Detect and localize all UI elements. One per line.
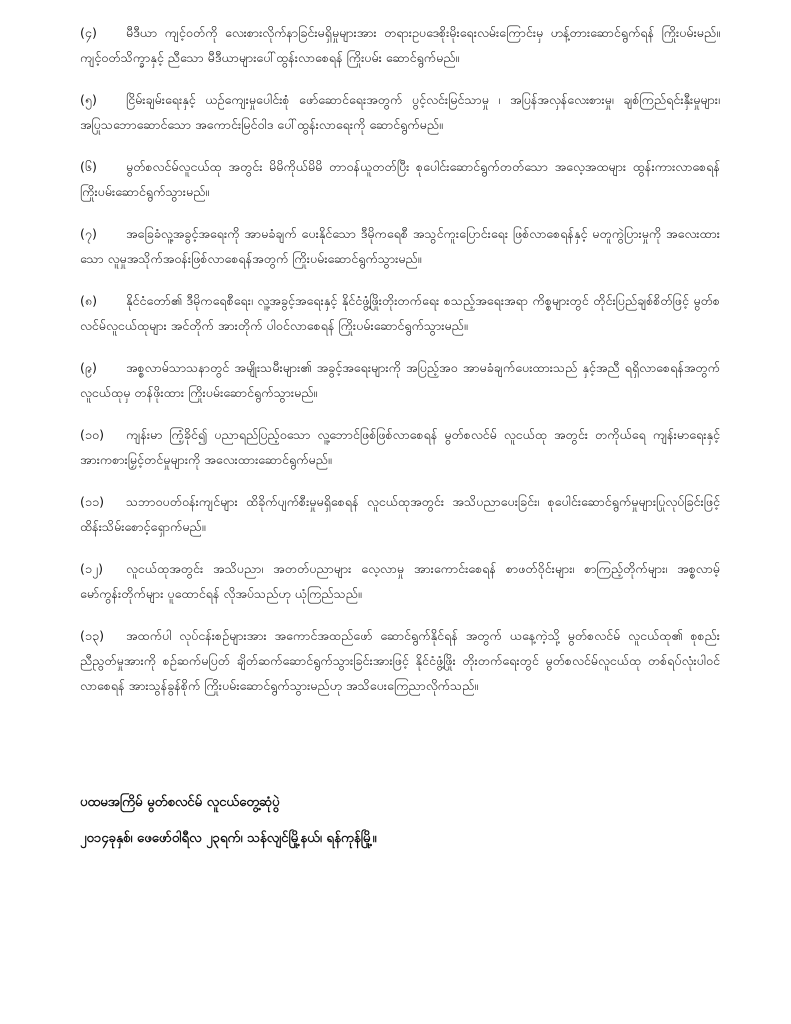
paragraph-text: သဘာဝပတ်ဝန်းကျင်များ ထိခိုက်ပျက်စီးမှုမရှိစေရန် လူငယ်ထုအတွင်း အသိပညာပေးခြင်း၊ စုပေါင်းဆောင်ရွက်မှုများပြုလုပ်ခြင်းဖြင့် ထိန်းသိမ်းစောင့်ရှောက်မည်။ <box>80 494 720 534</box>
paragraph-number: (၆) <box>80 159 97 174</box>
paragraph-12 <box>80 556 720 606</box>
paragraph-9 <box>80 355 720 405</box>
paragraph-number: (၄) <box>80 25 97 40</box>
paragraph-5 <box>80 87 720 137</box>
event-title-text: ပထမအကြိမ် မွတ်စလင်မ် လူငယ်တွေ့ဆုံပွဲ <box>80 795 280 810</box>
event-date-location <box>80 826 720 852</box>
paragraph-text: အခြေခံလူ့အခွင့်အရေးကို အာမခံချက် ပေးနိုင်သော ဒီမိုကရေစီ အသွင်ကူးပြောင်းရေး ဖြစ်လာစေရန်နှင့် မတူကွဲပြားမှုကို အလေးထားသော လူမှုအသိုက်အဝန်းဖြစ်လာစေရန်အတွက် ကြိုးပမ်းဆောင်ရွက်သွားမည်။ <box>80 226 720 266</box>
paragraph-number: (၉) <box>80 360 97 375</box>
paragraph-number: (၁၀) <box>80 427 104 442</box>
paragraph-text: မီဒီယာ ကျင့်ဝတ်ကို လေးစားလိုက်နာခြင်းမရှိမှုများအား တရားဥပဒေစိုးမိုးရေးလမ်းကြောင်းမှ ဟန့်တားဆောင်ရွက်ရန် ကြိုးပမ်းမည်။ ကျင့်ဝတ်သိက္ခာနှင့် ညီသော မီဒီယာများပေါ်ထွန်းလာစေရန် ကြိုးပမ်း ဆောင်ရွက်မည်။ <box>80 25 720 65</box>
paragraph-number: (၅) <box>80 92 97 107</box>
declaration-body <box>80 20 720 715</box>
paragraph-text: အစ္စလာမ်သာသနာတွင် အမျိုးသမီးများ၏ အခွင့်အရေးများကို အပြည့်အဝ အာမခံချက်ပေးထားသည် နှင့်အညီ ရရှိလာစေရန်အတွက် လူငယ်ထုမှ တန်ဖိုးထား ကြိုးပမ်းဆောင်ရွက်သွားမည်။ <box>80 360 720 400</box>
event-date-location-text: ၂၀၁၄ခုနှစ်၊ ဖေဖော်ဝါရီလ ၂၃ရက်၊ သန်လျင်မြို့နယ်၊ ရန်ကုန်မြို့။ <box>80 831 377 846</box>
paragraph-13 <box>80 623 720 698</box>
paragraph-number: (၁၂) <box>80 561 104 576</box>
paragraph-7 <box>80 221 720 271</box>
paragraph-text: ကျန်းမာ ကြံ့ခိုင်၍ ပညာရည်ပြည့်ဝသော လူ့ဘောင်ဖြစ်ဖြစ်လာစေရန် မွတ်စလင်မ် လူငယ်ထု အတွင်း တကိုယ်ရေ ကျန်းမာရေးနှင့် အားကစားမြှင့်တင်မှုများကို အလေးထားဆောင်ရွက်မည်။ <box>80 427 720 467</box>
paragraph-text: မွတ်စလင်မ်လူငယ်ထု အတွင်း မိမိကိုယ်မိမိ တာဝန်ယူတတ်ပြီး စုပေါင်းဆောင်ရွက်တတ်သော အလေ့အထများ ထွန်းကားလာစေရန် ကြိုးပမ်းဆောင်ရွက်သွားမည်။ <box>80 159 720 199</box>
paragraph-text: လူငယ်ထုအတွင်း အသိပညာ၊ အတတ်ပညာများ လေ့လာမှု အားကောင်းစေရန် စာဖတ်ဝိုင်းများ၊ စာကြည့်တိုက်များ၊ အစ္စလာမ့် မော်ကွန်းတိုက်များ ပူထောင်ရန် လိုအပ်သည်ဟု ယုံကြည်သည်။ <box>80 561 720 601</box>
paragraph-6 <box>80 154 720 204</box>
paragraph-number: (၇) <box>80 226 97 241</box>
event-title <box>80 790 720 816</box>
paragraph-number: (၁၃) <box>80 628 104 643</box>
paragraph-8 <box>80 288 720 338</box>
paragraph-number: (၈) <box>80 293 98 308</box>
paragraph-11 <box>80 489 720 539</box>
paragraph-4 <box>80 20 720 70</box>
paragraph-number: (၁၁) <box>80 494 104 509</box>
paragraph-10 <box>80 422 720 472</box>
paragraph-text: ငြိမ်းချမ်းရေးနှင့် ယဉ်ကျေးမှုပေါင်းစုံ ဖော်ဆောင်ရေးအတွက် ပွင့်လင်းမြင်သာမှု ၊ အပြန်အလှန်လေးစားမှု၊ ချစ်ကြည်ရင်းနှီးမှုများ၊ အပြုသဘောဆောင်သော အကောင်းမြင်ဝါဒ ပေါ်ထွန်းလာရေးကို ဆောင်ရွက်မည်။ <box>80 92 720 132</box>
paragraph-text: နိုင်ငံတော်၏ ဒီမိုကရေစီရေး၊ လူ့အခွင့်အရေးနှင့် နိုင်ငံဖွံ့ဖြိုးတိုးတက်ရေး စသည့်အရေးအရာ ကိစ္စများတွင် တိုင်းပြည်ချစ်စိတ်ဖြင့် မွတ်စလင်မ်လူငယ်ထုများ အင်တိုက် အားတိုက် ပါဝင်လာစေရန် ကြိုးပမ်းဆောင်ရွက်သွားမည်။ <box>80 293 720 333</box>
paragraph-text: အထက်ပါ လုပ်ငန်းစဉ်များအား အကောင်အထည်ဖော် ဆောင်ရွက်နိုင်ရန် အတွက် ယနေ့ကဲ့သို့ မွတ်စလင်မ် လူငယ်ထု၏ စုစည်းညီညွတ်မှုအားကို စဉ်ဆက်မပြတ် ချိတ်ဆက်ဆောင်ရွက်သွားခြင်းအားဖြင့် နိုင်ငံဖွံ့ဖြိုး တိုးတက်ရေးတွင် မွတ်စလင်မ်လူငယ်ထု တစ်ရပ်လုံးပါဝင်လာစေရန် အားသွန်ခွန်စိုက် ကြိုးပမ်းဆောင်ရွက်သွားမည်ဟု အသိပေးကြေညာလိုက်သည်။ <box>80 628 720 693</box>
